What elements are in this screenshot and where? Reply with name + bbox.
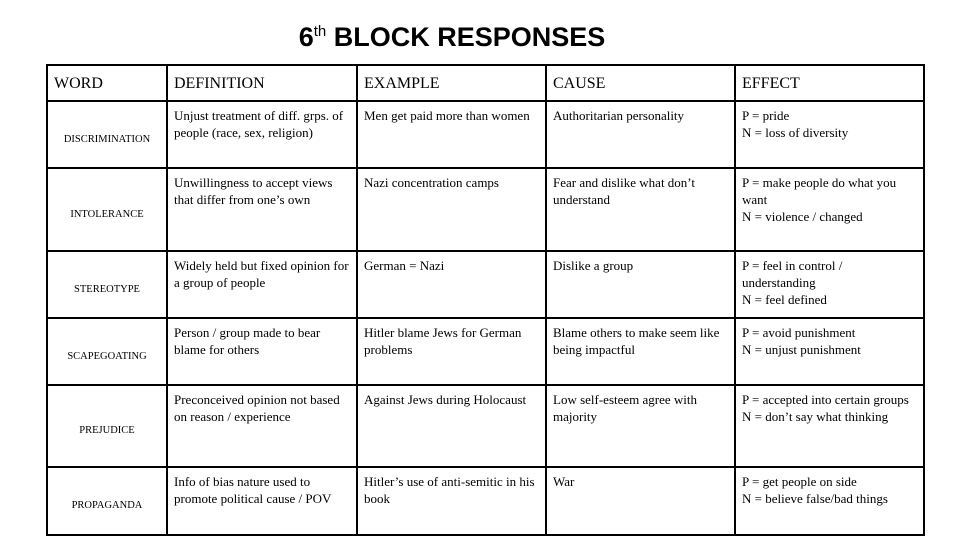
header-word: WORD: [47, 65, 167, 101]
cell-effect: P = feel in control / understanding N = feel defined: [735, 251, 924, 318]
cell-example: German = Nazi: [357, 251, 546, 318]
cell-definition: Unwillingness to accept views that differ from one’s own: [167, 168, 357, 251]
header-example: EXAMPLE: [357, 65, 546, 101]
cell-cause: Dislike a group: [546, 251, 735, 318]
cell-word: PREJUDICE: [47, 385, 167, 467]
table-row: [47, 467, 924, 535]
cell-word: STEREOTYPE: [47, 251, 167, 318]
cell-definition: Person / group made to bear blame for others: [167, 318, 357, 385]
cell-example: Hitler blame Jews for German problems: [357, 318, 546, 385]
title-text: BLOCK RESPONSES: [326, 22, 606, 52]
cell-cause: Blame others to make seem like being impactful: [546, 318, 735, 385]
table-row: [47, 168, 924, 251]
cell-effect: P = make people do what you want N = violence / changed: [735, 168, 924, 251]
page-title: [0, 22, 904, 53]
header-row: [47, 65, 924, 101]
cell-definition: Preconceived opinion not based on reason / experience: [167, 385, 357, 467]
cell-definition: Widely held but fixed opinion for a group of people: [167, 251, 357, 318]
cell-word: INTOLERANCE: [47, 168, 167, 251]
cell-cause: Fear and dislike what don’t understand: [546, 168, 735, 251]
cell-cause: Low self-esteem agree with majority: [546, 385, 735, 467]
table-row: [47, 251, 924, 318]
cell-example: Against Jews during Holocaust: [357, 385, 546, 467]
header-cause: CAUSE: [546, 65, 735, 101]
cell-example: Hitler’s use of anti-semitic in his book: [357, 467, 546, 535]
cell-cause: Authoritarian personality: [546, 101, 735, 168]
cell-effect: P = get people on side N = believe false/bad things: [735, 467, 924, 535]
title-superscript: th: [313, 23, 327, 40]
cell-effect: P = pride N = loss of diversity: [735, 101, 924, 168]
header-definition: DEFINITION: [167, 65, 357, 101]
table-row: [47, 318, 924, 385]
header-effect: EFFECT: [735, 65, 924, 101]
cell-effect: P = avoid punishment N = unjust punishment: [735, 318, 924, 385]
cell-effect: P = accepted into certain groups N = don’t say what thinking: [735, 385, 924, 467]
table-row: [47, 101, 924, 168]
cell-example: Men get paid more than women: [357, 101, 546, 168]
cell-word: PROPAGANDA: [47, 467, 167, 535]
cell-word: SCAPEGOATING: [47, 318, 167, 385]
title-number: 6: [298, 22, 314, 52]
cell-cause: War: [546, 467, 735, 535]
cell-definition: Info of bias nature used to promote political cause / POV: [167, 467, 357, 535]
cell-example: Nazi concentration camps: [357, 168, 546, 251]
cell-word: DISCRIMINATION: [47, 101, 167, 168]
responses-table: [46, 64, 925, 536]
table-row: [47, 385, 924, 467]
cell-definition: Unjust treatment of diff. grps. of people (race, sex, religion): [167, 101, 357, 168]
